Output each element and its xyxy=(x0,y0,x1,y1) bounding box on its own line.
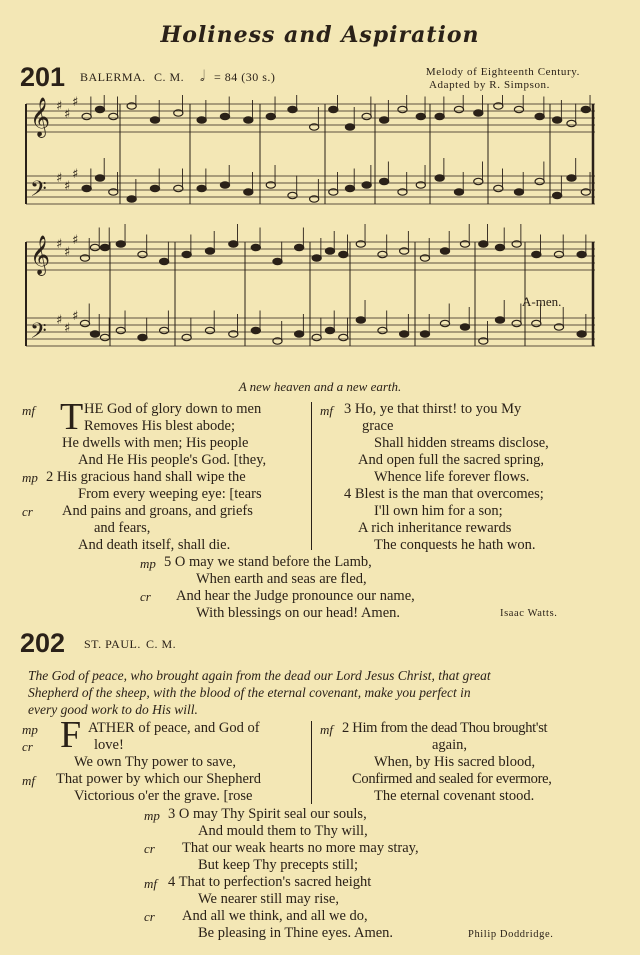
verse-line: I'll own him for a son; xyxy=(374,503,503,519)
note-head xyxy=(400,331,409,337)
note-head xyxy=(495,317,504,323)
note-head xyxy=(266,113,275,119)
sharp-sign: ♯ xyxy=(64,245,71,260)
column-divider xyxy=(311,721,312,804)
verse-line: The eternal covenant stood. xyxy=(374,788,535,804)
note-head xyxy=(138,334,147,340)
hymn-201-credit-1: Melody of Eighteenth Century. xyxy=(425,66,580,78)
note-head xyxy=(420,331,429,337)
dynamic-cr: cr xyxy=(22,504,33,519)
note-head xyxy=(416,113,425,119)
note-head xyxy=(182,251,191,257)
note-head xyxy=(80,320,89,326)
verse-line: 4 Blest is the man that overcomes; xyxy=(344,486,544,502)
note-head xyxy=(339,251,348,257)
note-head xyxy=(160,327,169,333)
hymn-201-credit-2: Adapted by R. Simpson. xyxy=(428,79,550,91)
hymn-201-caption: A new heaven and a new earth. xyxy=(238,379,402,394)
note-head xyxy=(100,244,109,250)
treble-clef: 𝄞 xyxy=(30,97,51,137)
note-head xyxy=(553,192,562,198)
column-divider xyxy=(311,402,312,550)
note-head xyxy=(197,185,206,191)
note-head xyxy=(116,327,125,333)
note-head xyxy=(435,113,444,119)
note-head xyxy=(474,178,483,184)
note-head xyxy=(138,251,147,257)
sharp-sign: ♯ xyxy=(72,309,79,324)
note-head xyxy=(100,334,109,340)
verse-line: Whence life forever flows. xyxy=(374,469,530,485)
note-head xyxy=(295,244,304,250)
sharp-sign: ♯ xyxy=(64,179,71,194)
hymn-201-number: 201 xyxy=(20,62,66,92)
verse-line: Shall hidden streams disclose, xyxy=(374,435,549,451)
note-head xyxy=(312,255,321,261)
verse-line: HE God of glory down to men xyxy=(84,401,262,417)
hymn-202-author: Philip Doddridge. xyxy=(468,929,554,940)
note-head xyxy=(251,327,260,333)
verse-line: The conquests he hath won. xyxy=(374,537,536,553)
bass-clef: 𝄢 xyxy=(30,177,47,207)
verse-line: 2 His gracious hand shall wipe the xyxy=(46,469,246,485)
verse-line: And death itself, shall die. xyxy=(78,537,231,553)
hymn-201-tune: BALERMA. xyxy=(80,70,146,84)
note-head xyxy=(514,106,523,112)
note-head xyxy=(174,185,183,191)
note-head xyxy=(532,320,541,326)
note-head xyxy=(90,331,99,337)
page-heading: Holiness and Aspiration xyxy=(160,22,480,48)
note-head xyxy=(95,106,104,112)
sharp-sign: ♯ xyxy=(56,313,63,328)
sharp-sign: ♯ xyxy=(56,99,63,114)
verse-line: And hear the Judge pronounce our name, xyxy=(176,588,415,604)
note-head xyxy=(345,185,354,191)
verse-line: But keep Thy precepts still; xyxy=(198,857,359,873)
dynamic-cr: cr xyxy=(144,841,155,856)
verse-line: When, by His sacred blood, xyxy=(374,754,536,770)
note-head xyxy=(362,113,371,119)
note-head xyxy=(356,317,365,323)
dynamic-mp: mp xyxy=(22,722,38,737)
note-head xyxy=(581,106,590,112)
hymn-202-epigraph: Shepherd of the sheep, with the blood of the eternal covenant, make you perfect in xyxy=(28,685,471,700)
note-head xyxy=(197,117,206,123)
amen-label: A-men. xyxy=(522,294,562,309)
sharp-sign: ♯ xyxy=(72,167,79,182)
note-head xyxy=(182,334,191,340)
note-head xyxy=(454,189,463,195)
note-head xyxy=(362,182,371,188)
verse-line: again, xyxy=(432,737,468,753)
dynamic-mf: mf xyxy=(22,773,35,788)
sharp-sign: ♯ xyxy=(72,233,79,248)
note-head xyxy=(339,334,348,340)
note-head xyxy=(160,258,169,264)
note-head xyxy=(435,175,444,181)
note-head xyxy=(567,175,576,181)
note-head xyxy=(440,320,449,326)
note-head xyxy=(116,241,125,247)
verse-line: love! xyxy=(94,737,124,753)
note-head xyxy=(495,244,504,250)
note-head xyxy=(553,117,562,123)
sharp-sign: ♯ xyxy=(56,171,63,186)
hymn-201-tempo: = 84 (30 s.) xyxy=(214,70,276,84)
hymn-201-meter: C. M. xyxy=(154,70,185,84)
verse-line: 5 O may we stand before the Lamb, xyxy=(164,554,372,570)
sharp-sign: ♯ xyxy=(64,321,71,336)
note-head xyxy=(454,106,463,112)
note-head xyxy=(532,251,541,257)
hymn-201-author: Isaac Watts. xyxy=(500,608,558,619)
note-head xyxy=(577,251,586,257)
dynamic-mp: mp xyxy=(140,556,156,571)
note-head xyxy=(325,248,334,254)
note-head xyxy=(554,251,563,257)
note-head xyxy=(273,258,282,264)
hymn-202-meter: C. M. xyxy=(146,637,177,651)
dynamic-mp: mp xyxy=(22,470,38,485)
dropcap-f: F xyxy=(60,714,82,756)
note-head xyxy=(329,106,338,112)
note-head xyxy=(577,331,586,337)
treble-clef: 𝄞 xyxy=(30,235,51,275)
verse-line: From every weeping eye: [tears xyxy=(78,486,262,502)
hymn-202-epigraph: The God of peace, who brought again from the dead our Lord Jesus Christ, that great xyxy=(28,668,491,683)
note-head xyxy=(82,113,91,119)
half-note-icon: 𝅗𝅥 xyxy=(200,69,206,85)
verse-line: Victorious o'er the grave. [rose xyxy=(74,788,253,804)
note-head xyxy=(95,175,104,181)
sharp-sign: ♯ xyxy=(64,107,71,122)
verse-line: And mould them to Thy will, xyxy=(198,823,368,839)
note-head xyxy=(205,248,214,254)
dynamic-mp: mp xyxy=(144,808,160,823)
verse-line: 4 That to perfection's sacred height xyxy=(168,874,372,890)
note-head xyxy=(220,182,229,188)
note-head xyxy=(244,189,253,195)
note-head xyxy=(460,324,469,330)
note-head xyxy=(127,196,136,202)
verse-line: We nearer still may rise, xyxy=(198,891,339,907)
verse-line: And all we think, and all we do, xyxy=(182,908,368,924)
verse-line: Confirmed and sealed for evermore, xyxy=(352,771,552,787)
hymn-202-number: 202 xyxy=(20,628,66,658)
hymn-202-tune: ST. PAUL. xyxy=(84,637,141,651)
verse-line: 3 Ho, ye that thirst! to you My xyxy=(344,401,522,417)
note-head xyxy=(220,113,229,119)
verse-line: A rich inheritance rewards xyxy=(358,520,512,536)
verse-line: 3 O may Thy Spirit seal our souls, xyxy=(168,806,367,822)
dynamic-cr: cr xyxy=(140,589,151,604)
note-head xyxy=(474,110,483,116)
dropcap-t: T xyxy=(60,396,84,438)
verse-line: and fears, xyxy=(94,520,151,536)
dynamic-mf: mf xyxy=(320,722,333,737)
sharp-sign: ♯ xyxy=(72,95,79,110)
verse-line: And pains and groans, and griefs xyxy=(62,503,253,519)
verse-line: And open full the sacred spring, xyxy=(358,452,545,468)
verse-line: That power by which our Shepherd xyxy=(56,771,261,787)
dynamic-mf: mf xyxy=(22,403,35,418)
note-head xyxy=(150,185,159,191)
verse-line: That our weak hearts no more may stray, xyxy=(182,840,419,856)
verse-line: ATHER of peace, and God of xyxy=(88,720,260,736)
verse-line: And He His people's God. [they, xyxy=(78,452,267,468)
note-head xyxy=(205,327,214,333)
note-head xyxy=(345,124,354,130)
verse-line: grace xyxy=(362,418,394,434)
note-head xyxy=(380,178,389,184)
note-head xyxy=(244,117,253,123)
note-head xyxy=(398,106,407,112)
note-head xyxy=(82,185,91,191)
verse-line: Be pleasing in Thine eyes. Amen. xyxy=(198,925,394,941)
verse-line: When earth and seas are fled, xyxy=(196,571,367,587)
verse-line: We own Thy power to save, xyxy=(74,754,237,770)
note-head xyxy=(535,178,544,184)
note-head xyxy=(380,117,389,123)
dynamic-mf: mf xyxy=(144,876,157,891)
note-head xyxy=(295,331,304,337)
dynamic-mf: mf xyxy=(320,403,333,418)
verse-line: He dwells with men; His people xyxy=(62,435,249,451)
note-head xyxy=(479,241,488,247)
note-head xyxy=(150,117,159,123)
note-head xyxy=(440,248,449,254)
note-head xyxy=(229,241,238,247)
note-head xyxy=(288,106,297,112)
sharp-sign: ♯ xyxy=(56,237,63,252)
note-head xyxy=(378,327,387,333)
note-head xyxy=(312,334,321,340)
note-head xyxy=(494,185,503,191)
verse-line: Removes His blest abode; xyxy=(84,418,236,434)
note-head xyxy=(325,327,334,333)
note-head xyxy=(535,113,544,119)
dynamic-cr: cr xyxy=(22,739,33,754)
note-head xyxy=(567,120,576,126)
note-head xyxy=(378,251,387,257)
note-head xyxy=(90,244,99,250)
dynamic-cr: cr xyxy=(144,909,155,924)
music-score xyxy=(20,95,600,370)
note-head xyxy=(512,320,521,326)
note-head xyxy=(109,113,118,119)
note-head xyxy=(251,244,260,250)
bass-clef: 𝄢 xyxy=(30,319,47,349)
note-head xyxy=(288,192,297,198)
note-head xyxy=(514,189,523,195)
hymn-202-epigraph: every good work to do His will. xyxy=(28,702,198,717)
verse-line: With blessings on our head! Amen. xyxy=(196,605,400,621)
verse-line: 2 Him from the dead Thou brought'st xyxy=(342,720,548,736)
